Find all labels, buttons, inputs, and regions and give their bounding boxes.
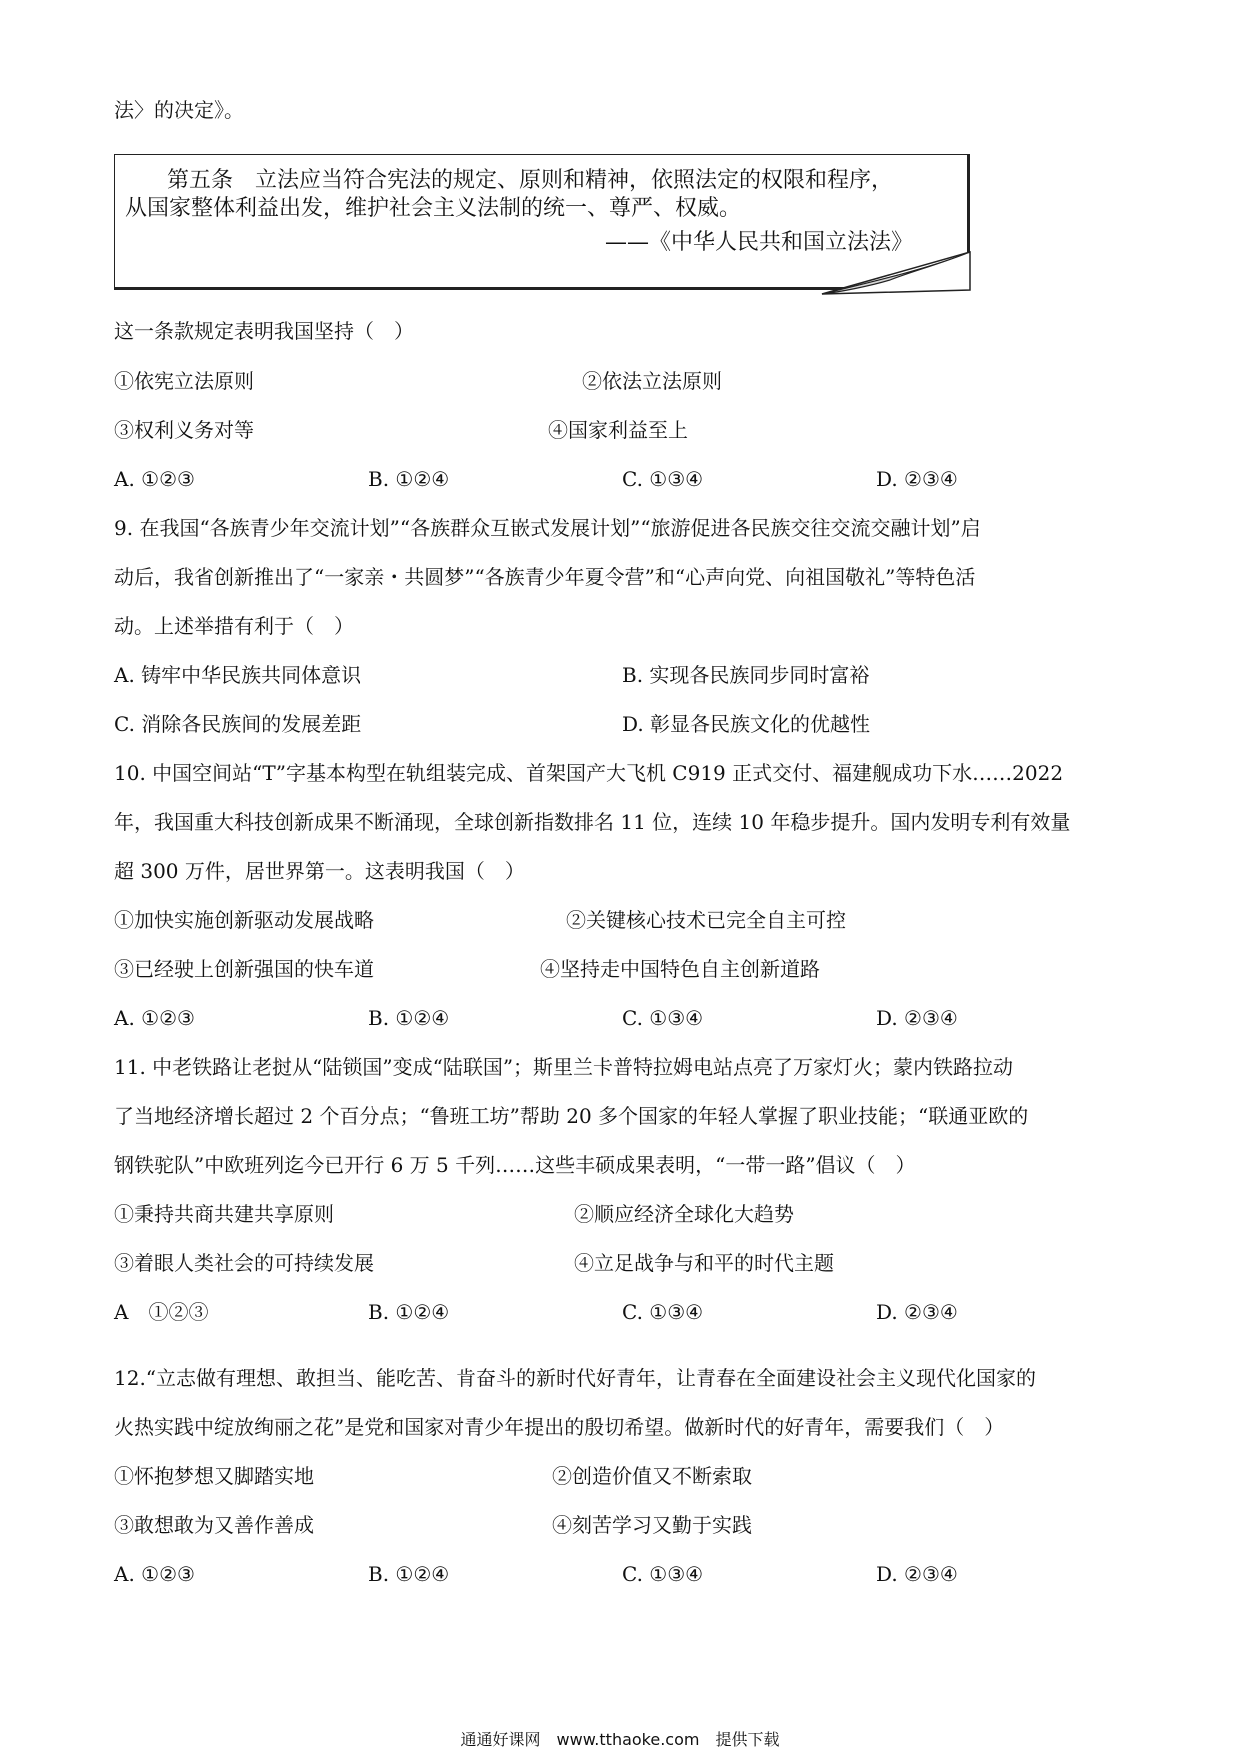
- q11-choice-b[interactable]: B. ①②④: [368, 1300, 450, 1324]
- q12-line-1: 12.“立志做有理想、敢担当、能吃苦、肯奋斗的新时代好青年，让青春在全面建设社会主义现代化国家的: [114, 1366, 1037, 1390]
- q9-line-2: 动后，我省创新推出了“一家亲・共圆梦”“各族青少年夏令营”和“心声向党、向祖国敬礼”等特色活: [114, 565, 976, 589]
- q8-choice-d[interactable]: D. ②③④: [876, 467, 958, 491]
- q10-item-1: ①加快实施创新驱动发展战略: [114, 908, 374, 932]
- page-curl-decoration: [820, 250, 972, 296]
- q11-line-1: 11. 中老铁路让老挝从“陆锁国”变成“陆联国”；斯里兰卡普特拉姆电站点亮了万家灯火；蒙内铁路拉动: [114, 1055, 1014, 1079]
- q11-item-4: ④立足战争与和平的时代主题: [574, 1251, 834, 1275]
- q9-choice-a[interactable]: A. 铸牢中华民族共同体意识: [114, 663, 362, 687]
- q11-item-2: ②顺应经济全球化大趋势: [574, 1202, 794, 1226]
- q10-item-4: ④坚持走中国特色自主创新道路: [540, 957, 820, 981]
- q11-choice-c[interactable]: C. ①③④: [622, 1300, 704, 1324]
- q10-line-3: 超 300 万件，居世界第一。这表明我国（ ）: [114, 859, 525, 883]
- q9-choice-d[interactable]: D. 彰显各民族文化的优越性: [622, 712, 871, 736]
- q12-choice-c[interactable]: C. ①③④: [622, 1562, 704, 1586]
- quote-line-1: 第五条 立法应当符合宪法的规定、原则和精神，依照法定的权限和程序，: [167, 168, 894, 193]
- q12-item-2: ②创造价值又不断索取: [552, 1464, 752, 1488]
- q10-choice-c[interactable]: C. ①③④: [622, 1006, 704, 1030]
- q8-item-3: ③权利义务对等: [114, 418, 254, 442]
- q9-choice-c[interactable]: C. 消除各民族间的发展差距: [114, 712, 362, 736]
- q10-item-2: ②关键核心技术已完全自主可控: [566, 908, 846, 932]
- q8-stem: 这一条款规定表明我国坚持（ ）: [114, 319, 414, 343]
- q11-choice-d[interactable]: D. ②③④: [876, 1300, 958, 1324]
- q11-line-3: 钢铁驼队”中欧班列迄今已开行 6 万 5 千列……这些丰硕成果表明，“一带一路”倡议（ ）: [114, 1153, 916, 1177]
- q12-item-1: ①怀抱梦想又脚踏实地: [114, 1464, 314, 1488]
- q12-item-3: ③敢想敢为又善作善成: [114, 1513, 314, 1537]
- quote-source: ——《中华人民共和国立法法》: [605, 230, 914, 255]
- q9-line-3: 动。上述举措有利于（ ）: [114, 614, 354, 638]
- q8-item-4: ④国家利益至上: [548, 418, 688, 442]
- q10-line-1: 10. 中国空间站“T”字基本构型在轨组装完成、首架国产大飞机 C919 正式交付、福建舰成功下水……2022: [114, 761, 1064, 785]
- quote-line-2: 从国家整体利益出发，维护社会主义法制的统一、尊严、权威。: [125, 196, 742, 221]
- q11-line-2: 了当地经济增长超过 2 个百分点；“鲁班工坊”帮助 20 多个国家的年轻人掌握了职业技能；“联通亚欧的: [114, 1104, 1029, 1128]
- q10-choice-a[interactable]: A. ①②③: [114, 1006, 195, 1030]
- q8-item-1: ①依宪立法原则: [114, 369, 254, 393]
- q9-line-1: 9. 在我国“各族青少年交流计划”“各族群众互嵌式发展计划”“旅游促进各民族交往交流交融计划”启: [114, 516, 981, 540]
- q11-choice-a[interactable]: A ①②③: [114, 1300, 209, 1324]
- q8-choice-b[interactable]: B. ①②④: [368, 467, 450, 491]
- q11-item-3: ③着眼人类社会的可持续发展: [114, 1251, 374, 1275]
- q11-item-1: ①秉持共商共建共享原则: [114, 1202, 334, 1226]
- q12-choice-a[interactable]: A. ①②③: [114, 1562, 195, 1586]
- q12-item-4: ④刻苦学习又勤于实践: [552, 1513, 752, 1537]
- q12-choice-d[interactable]: D. ②③④: [876, 1562, 958, 1586]
- q8-item-2: ②依法立法原则: [582, 369, 722, 393]
- q10-choice-b[interactable]: B. ①②④: [368, 1006, 450, 1030]
- q9-choice-b[interactable]: B. 实现各民族同步同时富裕: [622, 663, 870, 687]
- page-footer: 通通好课网 www.tthaoke.com 提供下载: [460, 1730, 780, 1749]
- q10-line-2: 年，我国重大科技创新成果不断涌现，全球创新指数排名 11 位，连续 10 年稳步提升。国内发明专利有效量: [114, 810, 1071, 834]
- q12-line-2: 火热实践中绽放绚丽之花”是党和国家对青少年提出的殷切希望。做新时代的好青年，需要我们（ ）: [114, 1415, 1005, 1439]
- q10-choice-d[interactable]: D. ②③④: [876, 1006, 958, 1030]
- q12-choice-b[interactable]: B. ①②④: [368, 1562, 450, 1586]
- q10-item-3: ③已经驶上创新强国的快车道: [114, 957, 374, 981]
- top-fragment: 法〉的决定》。: [114, 98, 244, 122]
- q8-choice-a[interactable]: A. ①②③: [114, 467, 195, 491]
- q8-choice-c[interactable]: C. ①③④: [622, 467, 704, 491]
